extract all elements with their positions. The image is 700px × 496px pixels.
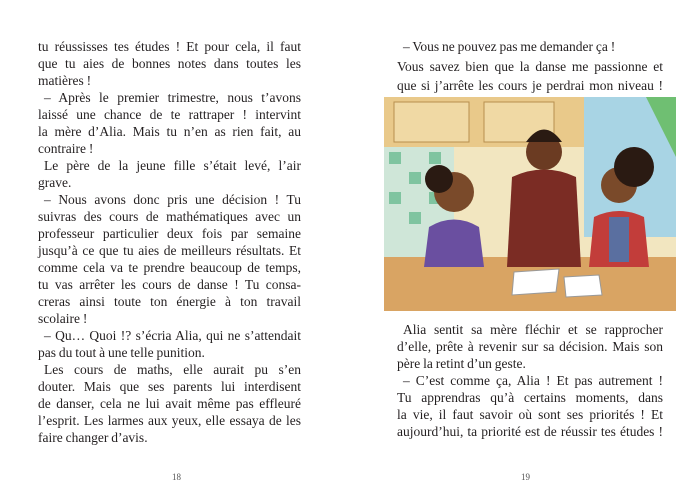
text-line: père la retint d’un geste.: [397, 356, 526, 371]
text-line: que si j’arrête les cours je perdrai mon niveau !: [397, 78, 663, 93]
right-page-text-top: [397, 37, 663, 96]
text-line: – Qu… Quoi !? s’écria Alia, qui ne s’attendait: [44, 328, 301, 343]
page-number-left: 18: [172, 472, 181, 482]
text-line: professeur particulier deux fois par semaine: [38, 226, 301, 241]
right-page-text-bottom: [397, 321, 663, 440]
text-line: comme cela va te prendre beaucoup de temps,: [38, 260, 301, 275]
text-line: creras ainsi toute ton énergie à ton travail: [38, 294, 301, 309]
left-page-text: [38, 38, 301, 446]
text-line: tu réussisses tes études ! Et pour cela, il faut: [38, 39, 301, 54]
text-line: suivras des cours de mathématiques avec un: [38, 209, 301, 224]
text-line: jusqu’à ce que tu aies de meilleurs résultats. Et: [38, 243, 301, 258]
text-line: – Nous avons donc pris une décision ! Tu: [44, 192, 301, 207]
text-line: Alia sentit sa mère fléchir et se rapprocher: [403, 322, 663, 337]
text-line: Le père de la jeune fille s’était levé, l’air: [44, 158, 301, 173]
text-line: de danser, cela ne lui avait même pas effleuré: [38, 396, 301, 411]
text-line: la mère d’Alia. Mais tu n’en as rien fait, au: [38, 124, 301, 139]
text-line: que tu aies de bonnes notes dans toutes les: [38, 56, 301, 71]
text-line: contraire !: [38, 141, 94, 156]
text-line: – Vous ne pouvez pas me demander ça !: [403, 39, 616, 54]
page-number-right: 19: [521, 472, 530, 482]
text-line: l’esprit. Les larmes aux yeux, elle essaya de les: [38, 413, 301, 428]
illustration-family-kitchen: [384, 97, 676, 311]
text-line: grave.: [38, 175, 72, 190]
text-line: Tu apprendras qu’à certains moments, dans: [397, 390, 663, 405]
text-line: scolaire !: [38, 311, 88, 326]
text-line: douter. Mais que ses parents lui interdisent: [38, 379, 301, 394]
text-line: Les cours de maths, elle aurait pu s’en: [44, 362, 301, 377]
text-line: tu vas arrêter les cours de danse ! Tu consa-: [38, 277, 301, 292]
text-line: la vie, il faut savoir où sont ses priorités ! Et: [397, 407, 663, 422]
text-line: faire changer d’avis.: [38, 430, 148, 445]
text-line: matières !: [38, 73, 92, 88]
text-line: d’elle, prête à revenir sur sa décision. Mais son: [397, 339, 663, 354]
right-page: [350, 0, 700, 496]
text-line: pas du tout à une telle punition.: [38, 345, 205, 360]
text-line: Vous savez bien que la danse me passionne et: [397, 58, 663, 74]
text-line: – C’est comme ça, Alia ! Et pas autrement !: [403, 373, 663, 388]
text-line: laissé une chance de te rattraper ! intervint: [38, 107, 301, 122]
text-line: – Après le premier trimestre, nous t’avons: [44, 90, 301, 105]
text-line: aujourd’hui, ta priorité est de réussir tes études !: [397, 424, 663, 439]
